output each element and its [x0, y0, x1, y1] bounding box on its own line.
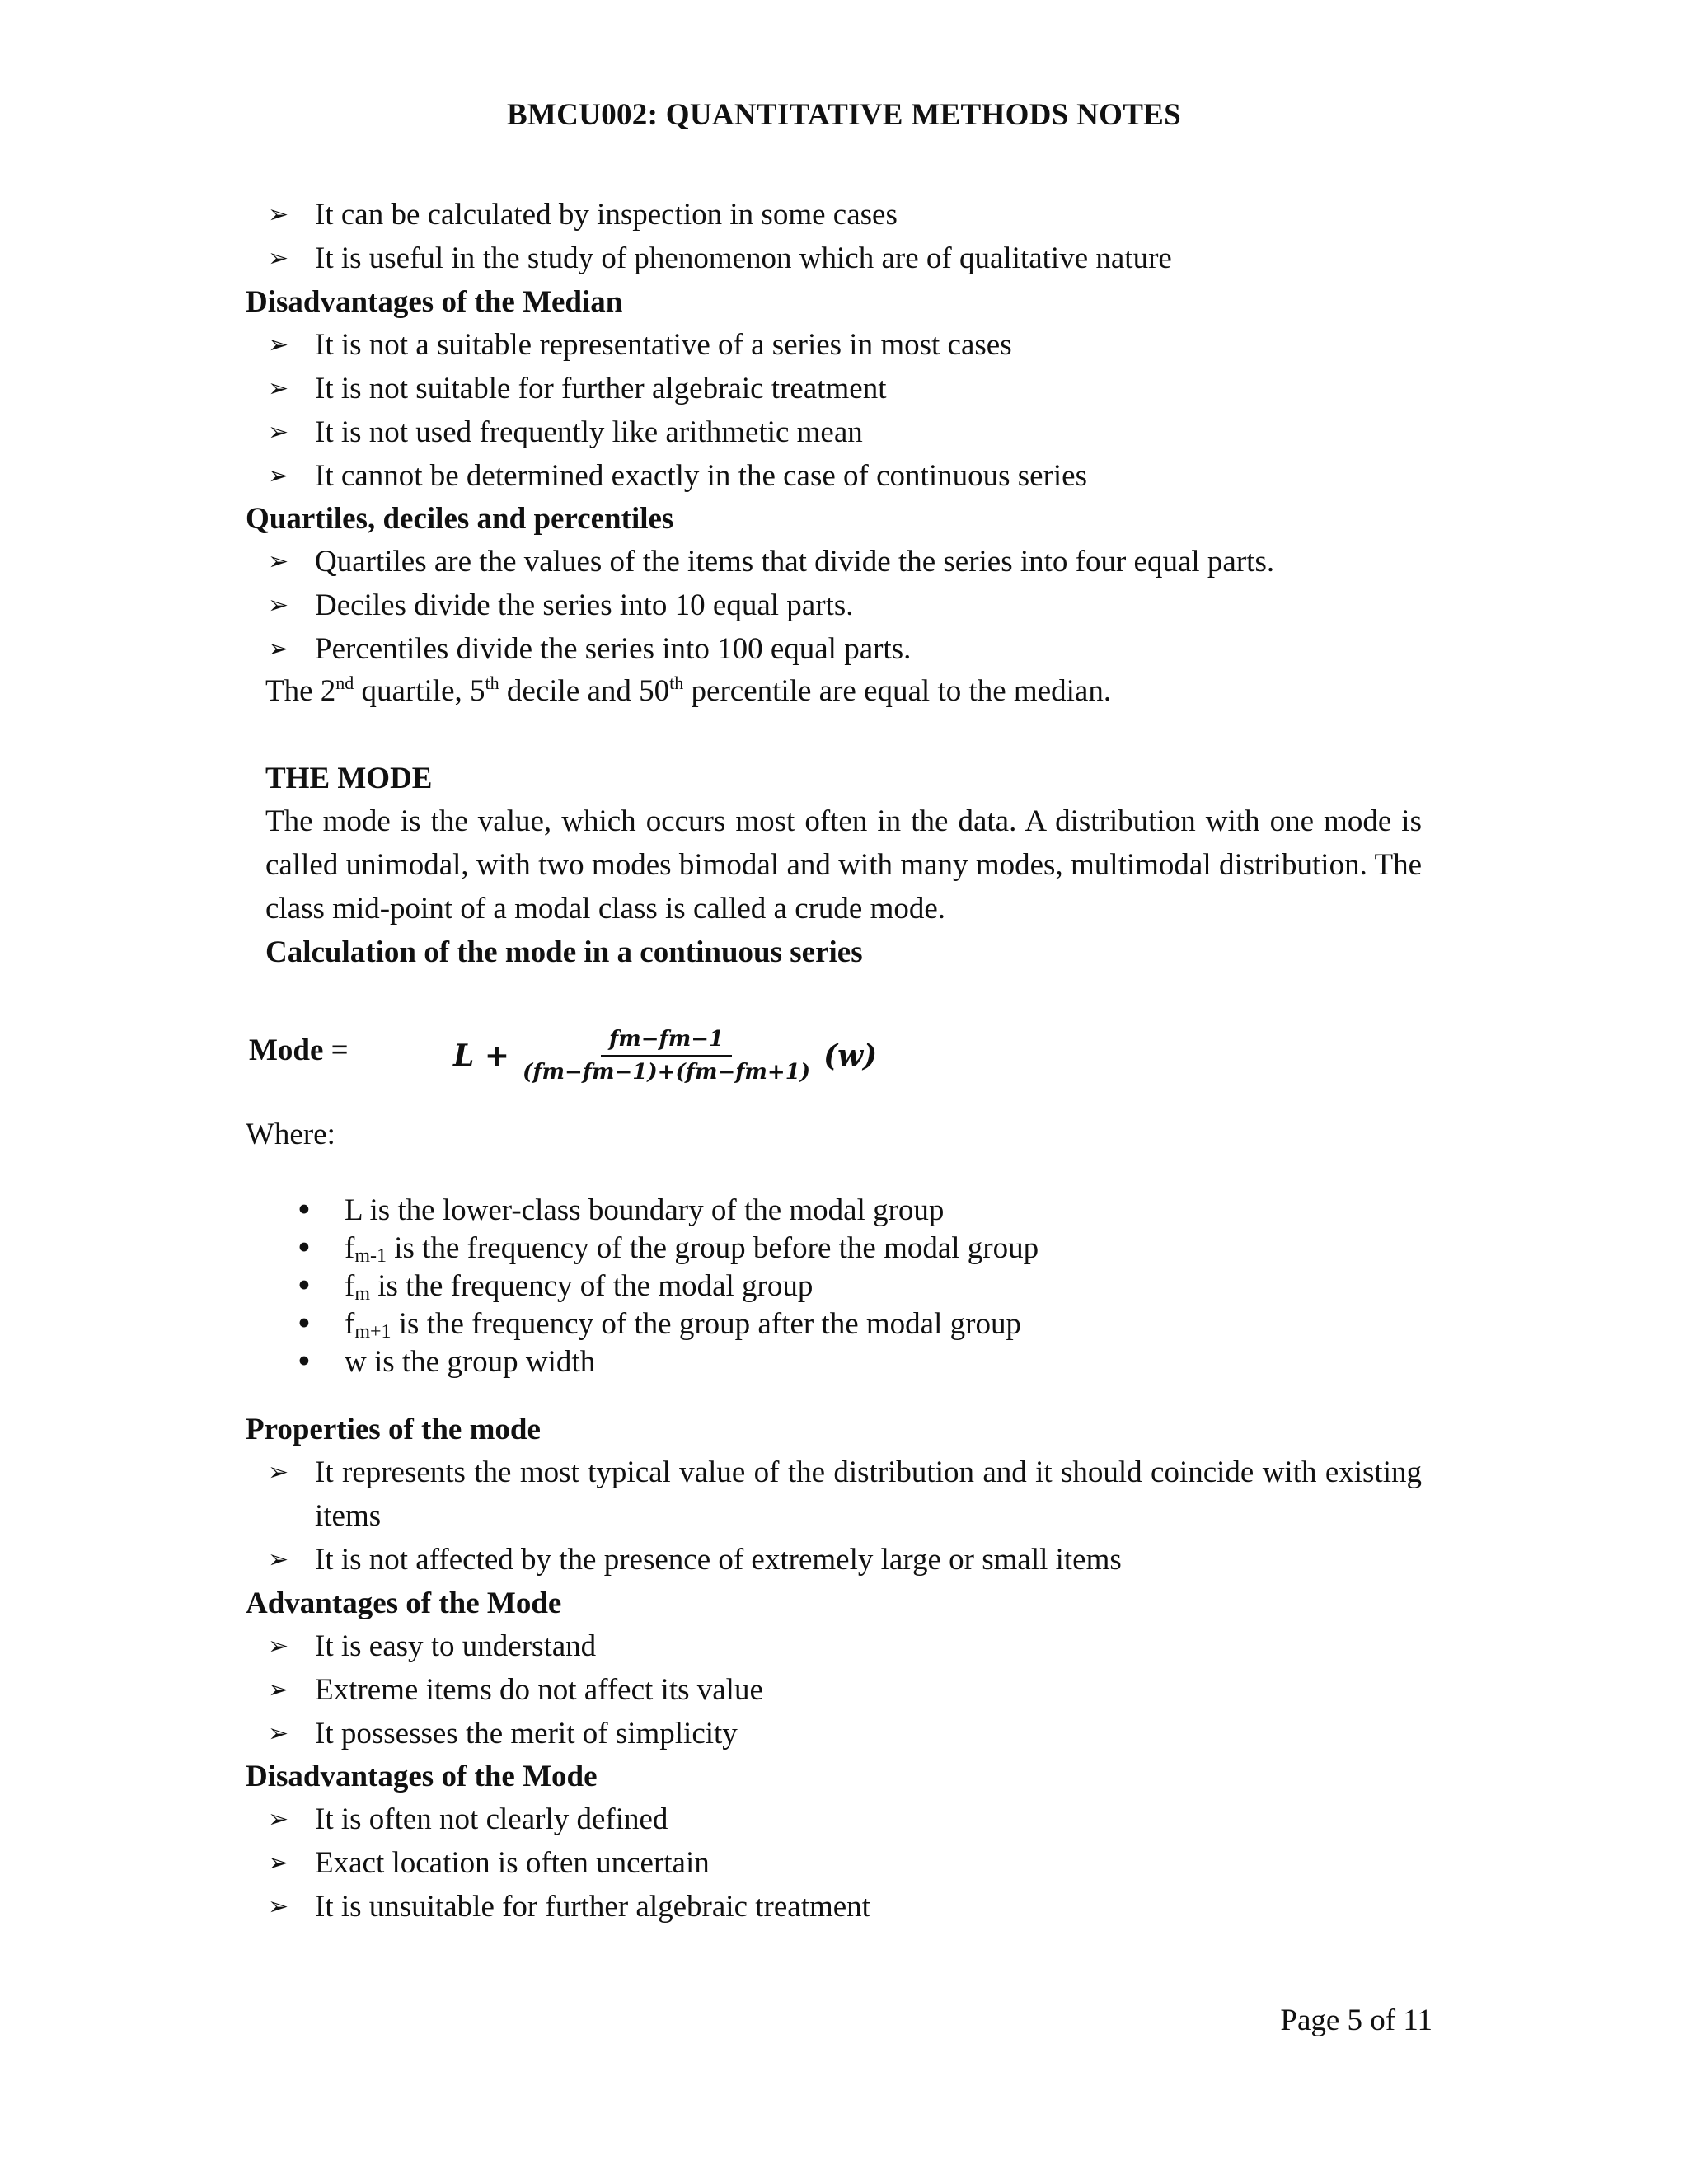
list-item: ➢ It cannot be determined exactly in the case of continuous series [268, 454, 1422, 498]
arrow-bullet-icon: ➢ [268, 1719, 289, 1748]
list-item: ➢ It is not affected by the presence of extremely large or small items [268, 1538, 1422, 1582]
dot-bullet-icon: • [295, 1306, 313, 1342]
page-header-title: BMCU002: QUANTITATIVE METHODS NOTES [506, 98, 1182, 132]
arrow-bullet-icon: ➢ [268, 1458, 289, 1487]
arrow-bullet-icon: ➢ [268, 330, 289, 359]
list-item: • $f_{m+1}$ is the frequency of the group after the modal group [295, 1306, 1021, 1343]
quartiles-heading: Quartiles, deciles and percentiles [246, 502, 674, 536]
arrow-bullet-icon: ➢ [268, 1849, 289, 1877]
formula-label: Mode = [249, 1033, 349, 1067]
list-item: ➢ It is unsuitable for further algebraic treatment [268, 1885, 1422, 1929]
arrow-bullet-icon: ➢ [268, 1632, 289, 1661]
page-number: Page 5 of 11 [1280, 2004, 1432, 2037]
list-item: ➢ Percentiles divide the series into 100 equal parts. [268, 627, 1438, 671]
formula-lead: L + [453, 1038, 510, 1073]
list-item: ➢ It is useful in the study of phenomenon which are of qualitative nature [268, 237, 1422, 280]
list-item: ➢ It is not suitable for further algebraic treatment [268, 367, 1422, 410]
median-disadvantages-heading: Disadvantages of the Median [246, 285, 623, 319]
arrow-bullet-icon: ➢ [268, 462, 289, 490]
formula-trail: (w) [823, 1038, 878, 1073]
median-advantages-list [268, 193, 1422, 280]
dot-bullet-icon: • [295, 1193, 313, 1228]
quartile-median-note: The 2nd quartile, 5th decile and 50th percentile are equal to the median. [265, 673, 1112, 708]
mode-disadvantages-heading: Disadvantages of the Mode [246, 1760, 598, 1793]
arrow-bullet-icon: ➢ [268, 244, 289, 273]
formula-fraction [514, 1027, 818, 1085]
mode-advantages-list [268, 1624, 1422, 1755]
mode-disadvantages-list [268, 1797, 1422, 1929]
arrow-bullet-icon: ➢ [268, 418, 289, 447]
list-item: ➢ Exact location is often uncertain [268, 1841, 1422, 1885]
list-item: ➢ It is easy to understand [268, 1624, 1422, 1668]
mode-formula [453, 1010, 877, 1101]
list-item: • L is the lower-class boundary of the modal group [295, 1193, 945, 1228]
where-definitions-list [295, 1192, 1367, 1381]
list-item: ➢ It possesses the merit of simplicity [268, 1712, 1422, 1755]
arrow-bullet-icon: ➢ [268, 1892, 289, 1921]
mode-paragraph: The mode is the value, which occurs most often in the data. A distribution with one mode is called unimodal, with two modes bimodal and with many modes, multimodal distribution. The class mid-point of a modal class is called a crude mode. [265, 804, 1422, 926]
list-item: • $f_m$ is the frequency of the modal group [295, 1268, 814, 1305]
dot-bullet-icon: • [295, 1268, 313, 1304]
list-item: ➢ Deciles divide the series into 10 equal parts. [268, 583, 1438, 627]
dot-bullet-icon: • [295, 1344, 313, 1380]
list-item: ➢ It represents the most typical value of the distribution and it should coincide with existing items [268, 1451, 1422, 1538]
mode-properties-list [268, 1451, 1422, 1582]
median-disadvantages-list [268, 323, 1422, 498]
mode-properties-heading: Properties of the mode [246, 1413, 541, 1446]
arrow-bullet-icon: ➢ [268, 591, 289, 620]
arrow-bullet-icon: ➢ [268, 635, 289, 663]
list-item: • w is the group width [295, 1344, 596, 1380]
list-item: ➢ It is often not clearly defined [268, 1797, 1422, 1841]
where-label: Where: [246, 1118, 335, 1151]
arrow-bullet-icon: ➢ [268, 1805, 289, 1834]
arrow-bullet-icon: ➢ [268, 200, 289, 229]
arrow-bullet-icon: ➢ [268, 374, 289, 403]
arrow-bullet-icon: ➢ [268, 1675, 289, 1704]
formula-numerator: fm−fm−1 [601, 1027, 732, 1057]
mode-advantages-heading: Advantages of the Mode [246, 1586, 562, 1620]
list-item: ➢ Extreme items do not affect its value [268, 1668, 1422, 1712]
list-item: • $f_{m-1}$ is the frequency of the group before the modal group [295, 1230, 1039, 1267]
mode-heading: THE MODE [265, 762, 433, 795]
list-item: ➢ It is not a suitable representative of a series in most cases [268, 323, 1422, 367]
quartiles-list [268, 540, 1438, 671]
arrow-bullet-icon: ➢ [268, 1545, 289, 1574]
dot-bullet-icon: • [295, 1230, 313, 1266]
arrow-bullet-icon: ➢ [268, 547, 289, 576]
formula-denominator: (fm−fm−1)+(fm−fm+1) [523, 1060, 811, 1085]
list-item: ➢ It is not used frequently like arithmetic mean [268, 410, 1422, 454]
list-item: ➢ Quartiles are the values of the items that divide the series into four equal parts. [268, 540, 1438, 583]
list-item: ➢ It can be calculated by inspection in some cases [268, 193, 1422, 237]
mode-calculation-heading: Calculation of the mode in a continuous series [265, 935, 863, 969]
